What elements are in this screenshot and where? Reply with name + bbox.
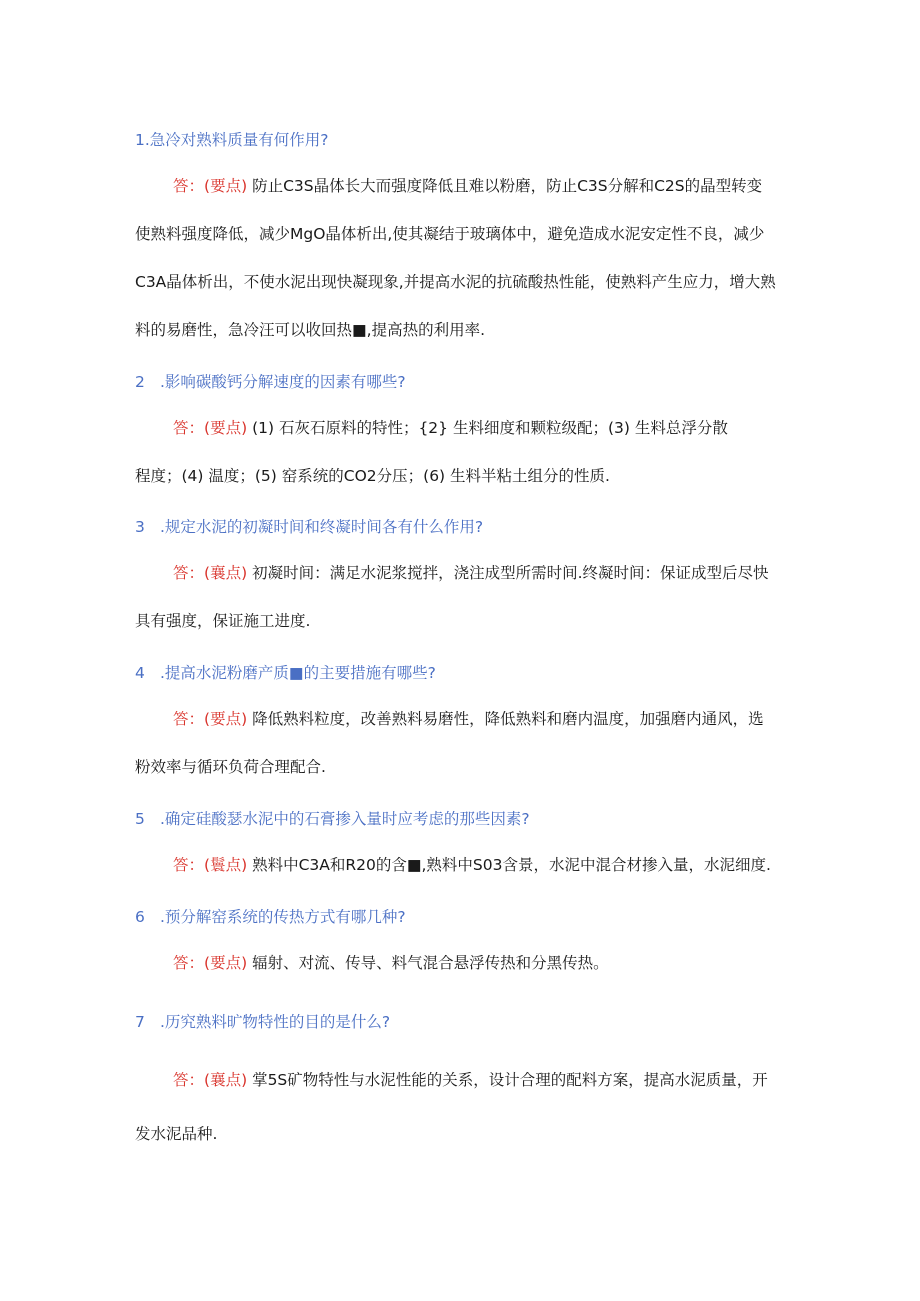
answer-line bbox=[135, 1056, 795, 1104]
answer-1 bbox=[135, 162, 795, 354]
answer-tag: (要点) bbox=[204, 419, 248, 437]
answer-tag: (要点) bbox=[204, 954, 248, 972]
answer-tag: (襄点) bbox=[204, 1071, 248, 1089]
answer-line: 程度；(4) 温度；(5) 窑系统的CO2分压；(6) 生料半粘土组分的性质. bbox=[135, 467, 610, 485]
answer-line bbox=[135, 939, 795, 987]
answer-line bbox=[135, 549, 795, 597]
question-2 bbox=[135, 370, 795, 392]
answer-line bbox=[135, 404, 795, 452]
answer-3 bbox=[135, 549, 795, 645]
question-text: .提高水泥粉磨产质■的主要措施有哪些? bbox=[160, 664, 436, 682]
answer-line: 发水泥品种. bbox=[135, 1125, 218, 1143]
answer-tag: (襄点) bbox=[204, 564, 248, 582]
question-number: 2 bbox=[135, 373, 145, 391]
answer-text: 降低熟料粒度，改善熟料易磨性，降低熟料和磨内温度，加强磨内通风，选 bbox=[252, 710, 764, 728]
question-5 bbox=[135, 807, 795, 829]
question-7 bbox=[135, 1010, 795, 1032]
answer-5 bbox=[135, 841, 795, 889]
answer-line bbox=[135, 695, 795, 743]
answer-text: 熟料中C3A和R20的含■,熟料中S03含景，水泥中混合材掺入量，水泥细度. bbox=[252, 856, 771, 874]
question-text: .历究熟料旷物特性的目的是什么? bbox=[160, 1013, 391, 1031]
answer-2 bbox=[135, 404, 795, 500]
answer-text: 初凝时间：满足水泥浆搅拌，浇注成型所需时间.终凝时间：保证成型后尽快 bbox=[252, 564, 769, 582]
answer-text: 辐射、对流、传导、料气混合悬浮传热和分黑传热。 bbox=[252, 954, 609, 972]
answer-text: (1) 石灰石原料的特性；{2} 生料细度和颗粒级配；(3) 生料总浮分散 bbox=[252, 419, 728, 437]
question-text: .影响碳酸钙分解速度的因素有哪些? bbox=[160, 373, 406, 391]
answer-line: 使熟料强度降低，减少MgO晶体析出,使其凝结于玻璃体中，避免造成水泥安定性不良，减少 bbox=[135, 225, 765, 243]
answer-7 bbox=[135, 1056, 795, 1158]
answer-label: 答： bbox=[173, 710, 205, 728]
answer-tag: (要点) bbox=[204, 710, 248, 728]
answer-label: 答： bbox=[173, 177, 205, 195]
question-text: .急冷对熟料质量有何作用? bbox=[144, 131, 329, 149]
question-number: 1 bbox=[135, 131, 145, 149]
answer-tag: (鬟点) bbox=[204, 856, 248, 874]
answer-line bbox=[135, 841, 795, 889]
answer-6 bbox=[135, 939, 795, 987]
answer-line: 料的易磨性，急冷汪可以收回热■,提高热的利用率. bbox=[135, 321, 486, 339]
answer-tag: (要点) bbox=[204, 177, 248, 195]
question-number: 3 bbox=[135, 518, 145, 536]
question-4 bbox=[135, 661, 795, 683]
question-text: .规定水泥的初凝时间和终凝时间各有什么作用? bbox=[160, 518, 484, 536]
question-number: 4 bbox=[135, 664, 145, 682]
question-6 bbox=[135, 905, 795, 927]
answer-line: C3A晶体析出，不使水泥出现快凝现象,并提高水泥的抗硫酸热性能，使熟料产生应力，增大熟 bbox=[135, 273, 776, 291]
question-text: .确定硅酸瑟水泥中的石膏掺入量时应考虑的那些因素? bbox=[160, 810, 530, 828]
question-number: 6 bbox=[135, 908, 145, 926]
question-3 bbox=[135, 515, 795, 537]
answer-4 bbox=[135, 695, 795, 791]
question-number: 5 bbox=[135, 810, 145, 828]
question-1 bbox=[135, 128, 795, 150]
question-text: .预分解窑系统的传热方式有哪几种? bbox=[160, 908, 406, 926]
answer-line: 粉效率与循环负荷合理配合. bbox=[135, 758, 326, 776]
answer-text: 防止C3S晶体长大而强度降低且难以粉磨，防止C3S分解和C2S的晶型转变 bbox=[252, 177, 763, 195]
answer-label: 答： bbox=[173, 954, 205, 972]
question-number: 7 bbox=[135, 1013, 145, 1031]
answer-line bbox=[135, 162, 795, 210]
answer-label: 答： bbox=[173, 564, 205, 582]
answer-label: 答： bbox=[173, 419, 205, 437]
answer-text: 掌5S矿物特性与水泥性能的关系，设计合理的配料方案，提高水泥质量，开 bbox=[252, 1071, 768, 1089]
answer-label: 答： bbox=[173, 856, 205, 874]
answer-label: 答： bbox=[173, 1071, 205, 1089]
answer-line: 具有强度，保证施工进度. bbox=[135, 612, 311, 630]
